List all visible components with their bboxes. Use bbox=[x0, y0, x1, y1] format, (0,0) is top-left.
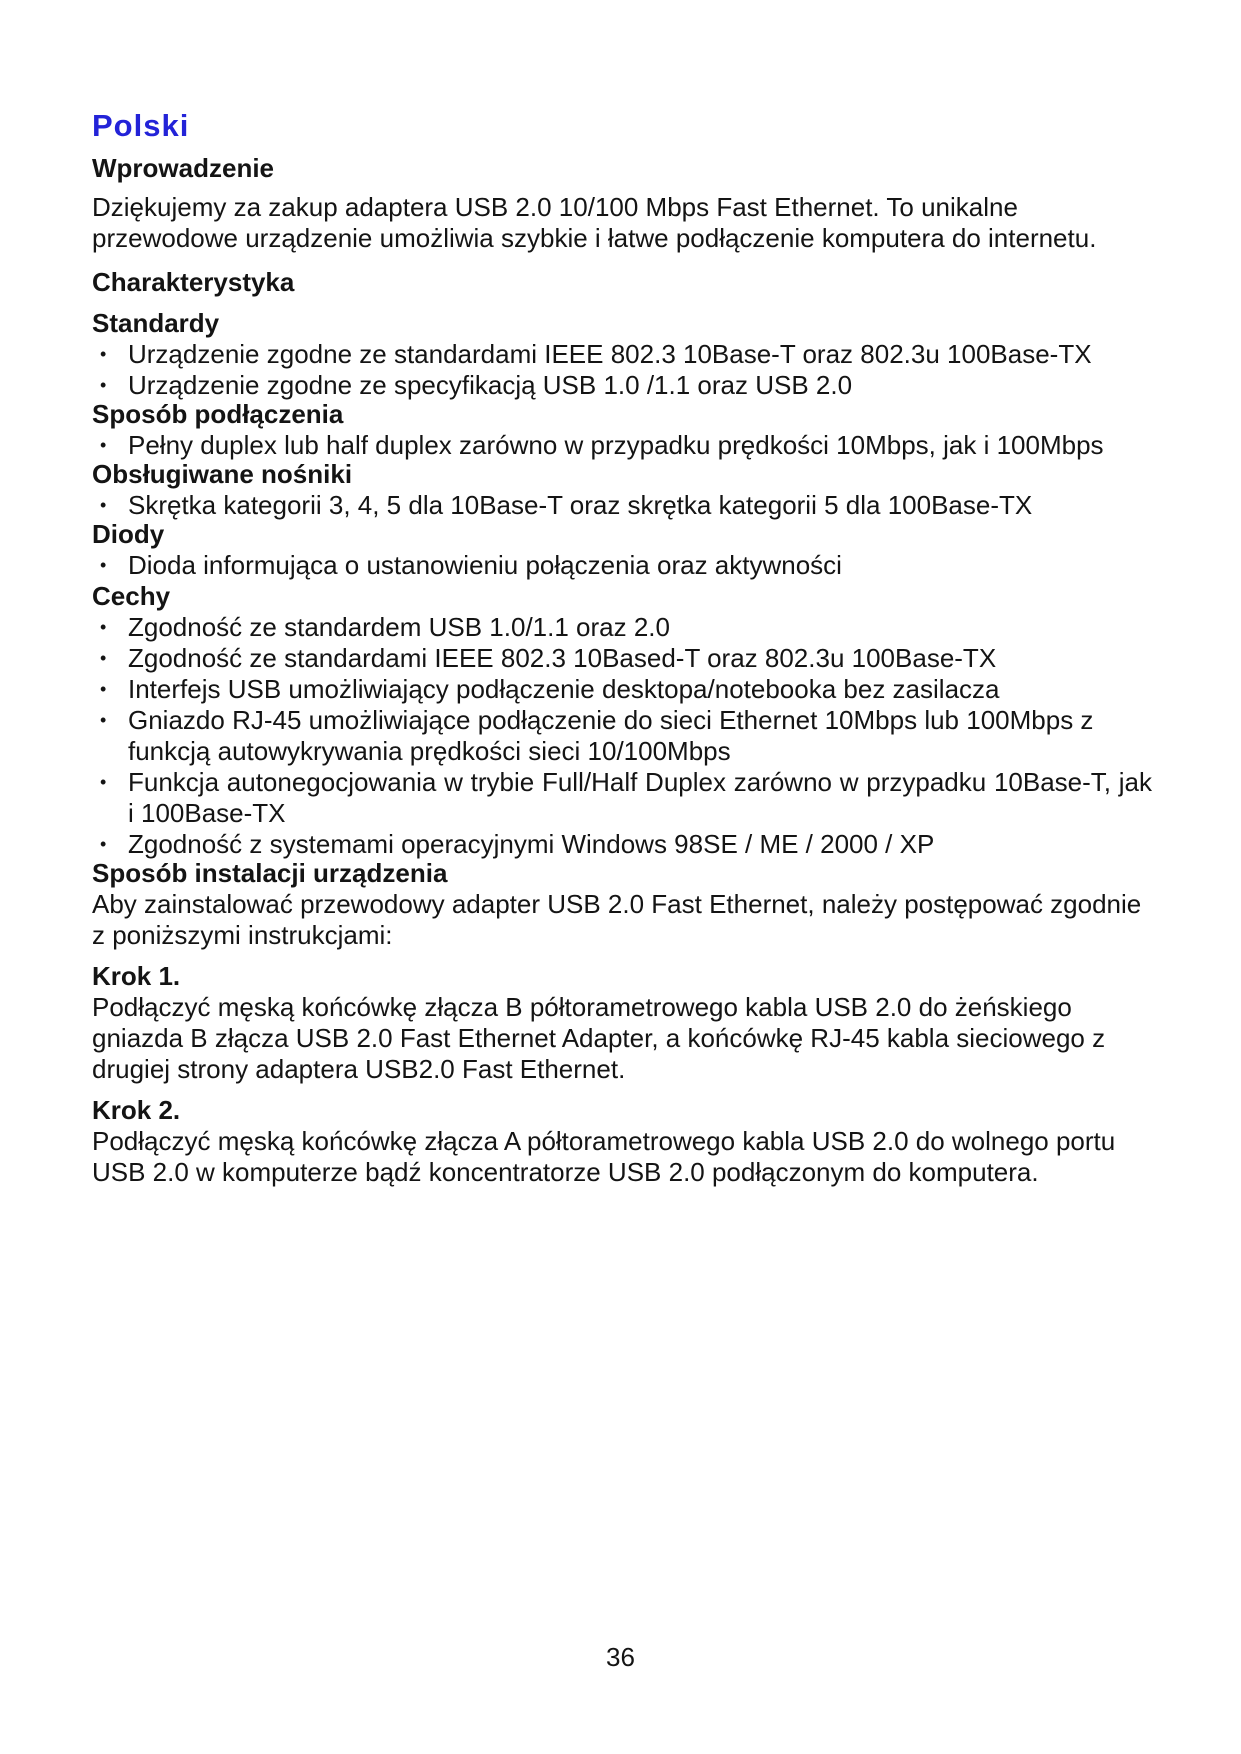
list-item: • Zgodność ze standardami IEEE 802.3 10Based-T oraz 802.3u 100Base-TX bbox=[92, 643, 1152, 674]
list-item: • Gniazdo RJ-45 umożliwiające podłączenie do sieci Ethernet 10Mbps lub 100Mbps z funkcją autowykrywania prędkości sieci 10/100Mbps bbox=[92, 705, 1152, 767]
list-item: • Urządzenie zgodne ze specyfikacją USB 1.0 /1.1 oraz USB 2.0 bbox=[92, 370, 1152, 401]
step-1-text: Podłączyć męską końcówkę złącza B półtorametrowego kabla USB 2.0 do żeńskiego gniazda B złącza USB 2.0 Fast Ethernet Adapter, a końcówkę RJ-45 kabla sieciowego z drugiej strony adaptera USB2.0 Fast Ethernet. bbox=[92, 992, 1106, 1084]
list-item: • Urządzenie zgodne ze standardami IEEE 802.3 10Base-T oraz 802.3u 100Base-TX bbox=[92, 339, 1152, 370]
installation-text: Aby zainstalować przewodowy adapter USB 2.0 Fast Ethernet, należy postępować zgodnie z poniższymi instrukcjami: bbox=[92, 889, 1142, 950]
leds-heading: Diody bbox=[92, 519, 165, 549]
list-item: • Dioda informująca o ustanowieniu połączenia oraz aktywności bbox=[92, 550, 1152, 581]
traits-list bbox=[92, 612, 1152, 860]
list-item: • Interfejs USB umożliwiający podłączenie desktopa/notebooka bez zasilacza bbox=[92, 674, 1152, 705]
list-item: • Zgodność z systemami operacyjnymi Windows 98SE / ME / 2000 / XP bbox=[92, 829, 1152, 860]
standards-list bbox=[92, 339, 1152, 401]
media-list bbox=[92, 490, 1152, 521]
leds-list bbox=[92, 550, 1152, 581]
list-item: • Pełny duplex lub half duplex zarówno w przypadku prędkości 10Mbps, jak i 100Mbps bbox=[92, 430, 1152, 461]
installation-heading: Sposób instalacji urządzenia bbox=[92, 858, 448, 888]
intro-text: Dziękujemy za zakup adaptera USB 2.0 10/100 Mbps Fast Ethernet. To unikalne przewodowe urządzenie umożliwia szybkie i łatwe podłączenie komputera do internetu. bbox=[92, 192, 1097, 253]
list-item: • Skrętka kategorii 3, 4, 5 dla 10Base-T oraz skrętka kategorii 5 dla 100Base-TX bbox=[92, 490, 1152, 521]
connection-heading: Sposób podłączenia bbox=[92, 399, 344, 429]
step-2-title: Krok 2. bbox=[92, 1095, 181, 1125]
language-title: Polski bbox=[92, 108, 190, 143]
document-page bbox=[92, 104, 1152, 1188]
step-2-text: Podłączyć męską końcówkę złącza A półtorametrowego kabla USB 2.0 do wolnego portu USB 2.0 w komputerze bądź koncentratorze USB 2.0 podłączonym do komputera. bbox=[92, 1126, 1116, 1187]
intro-heading: Wprowadzenie bbox=[92, 153, 275, 183]
traits-heading: Cechy bbox=[92, 581, 171, 611]
media-heading: Obsługiwane nośniki bbox=[92, 459, 353, 489]
page-number: 36 bbox=[606, 1642, 635, 1672]
connection-list bbox=[92, 430, 1152, 461]
list-item: • Funkcja autonegocjowania w trybie Full/Half Duplex zarówno w przypadku 10Base-T, jak i 100Base-TX bbox=[92, 767, 1152, 829]
list-item: • Zgodność ze standardem USB 1.0/1.1 oraz 2.0 bbox=[92, 612, 1152, 643]
standards-heading: Standardy bbox=[92, 308, 220, 338]
step-1-title: Krok 1. bbox=[92, 961, 181, 991]
features-heading: Charakterystyka bbox=[92, 267, 295, 297]
